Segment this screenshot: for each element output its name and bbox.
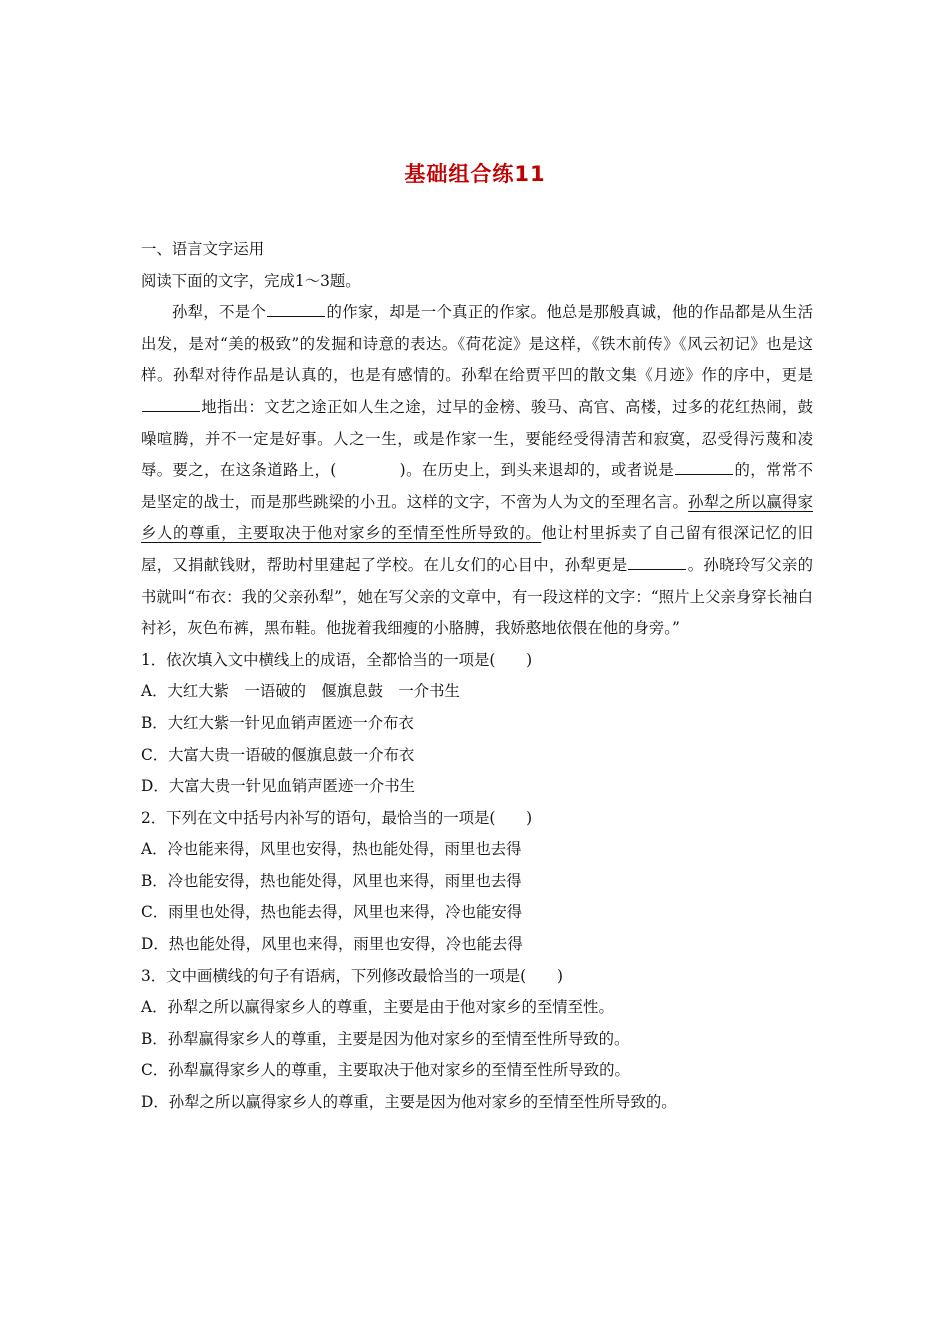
question-1 (141, 645, 813, 803)
instruction-text: 阅读下面的文字，完成1～3题。 (141, 271, 361, 290)
option-d: D．孙犁之所以赢得家乡人的尊重，主要是因为他对家乡的至情至性所导致的。 (141, 1093, 677, 1112)
option-c: C．大富大贵一语破的偃旗息鼓一介布衣 (141, 745, 415, 764)
question-2 (141, 803, 813, 961)
passage-text-7: 。孙晓玲写父亲的书就叫“布衣：我的父亲孙犁”，她在写父亲的文章中，有一段这样的文字：“照片上父亲身穿长袖白衬衫，灰色布裤，黑布鞋。他拢着我细瘦的小胳膊，我娇憨地依偎在他的身旁。” (141, 555, 813, 638)
passage-text-4: 的，常常不是坚定的战士，而是那些跳梁的小丑。这样的文字，不啻为人为文的至理名言。 (141, 461, 813, 511)
question-stem: 3．文中画横线的句子有语病，下列修改最恰当的一项是( ) (141, 966, 563, 985)
underlined-sentence: 孙犁之所以赢得家乡人的尊重，主要取决于他对家乡的至情至性所导致的。 (141, 492, 813, 543)
option-b: B．大红大紫一针见血销声匿迹一介布衣 (141, 713, 414, 732)
fill-blank-1 (267, 315, 325, 317)
option-b: B．孙犁赢得家乡人的尊重，主要是因为他对家乡的至情至性所导致的。 (141, 1029, 630, 1048)
option-d: D．大富大贵一针见血销声匿迹一介书生 (141, 777, 415, 796)
option-d: D．热也能处得，风里也来得，雨里也安得，冷也能去得 (141, 935, 523, 954)
option-a: A．冷也能来得，风里也安得，热也能处得，雨里也去得 (141, 840, 522, 859)
question-stem: 2．下列在文中括号内补写的语句，最恰当的一项是( ) (141, 808, 533, 827)
question-stem: 1．依次填入文中横线上的成语，全都恰当的一项是( ) (141, 650, 533, 669)
passage-text-3: 地指出：文艺之途正如人生之途，过早的金榜、骏马、高官、高楼，过多的花红热闹，鼓噪喧腾，并不一定是好事。人之一生，或是作家一生，要能经受得清苦和寂寞，忍受得污蔑和凌辱。要之，在这条道路上，( )。在历史上，到头来退却的，或者说是 (141, 397, 813, 480)
document-body (141, 234, 813, 1119)
option-c: C．雨里也处得，热也能去得，风里也来得，冷也能安得 (141, 903, 523, 922)
page-title: 基础组合练11 (404, 162, 546, 186)
reading-passage (141, 297, 813, 645)
passage-text-1: 孙犁，不是个 (172, 303, 267, 322)
fill-blank-4 (628, 568, 686, 570)
option-b: B．冷也能安得，热也能处得，风里也来得，雨里也去得 (141, 871, 522, 890)
fill-blank-3 (675, 473, 733, 475)
question-3 (141, 961, 813, 1119)
passage-text-6: 他让村里拆卖了自己留有很深记忆的旧屋，又捐献钱财，帮助村里建起了学校。在儿女们的心目中，孙犁更是 (141, 524, 813, 574)
section-heading: 一、语言文字运用 (141, 240, 265, 258)
fill-blank-2 (142, 410, 200, 412)
passage-text-2: 的作家，却是一个真正的作家。他总是那般真诚，他的作品都是从生活出发，是对“美的极致”的发掘和诗意的表达。《荷花淀》是这样，《铁木前传》《风云初记》也是这样。孙犁对待作品是认真的，也是有感情的。孙犁在给贾平凹的散文集《月迹》作的序中，更是 (141, 303, 813, 385)
option-a: A．孙犁之所以赢得家乡人的尊重，主要是由于他对家乡的至情至性。 (141, 998, 614, 1017)
option-c: C．孙犁赢得家乡人的尊重，主要取决于他对家乡的至情至性所导致的。 (141, 1061, 630, 1080)
option-a: A．大红大紫 一语破的 偃旗息鼓 一介书生 (141, 682, 460, 701)
